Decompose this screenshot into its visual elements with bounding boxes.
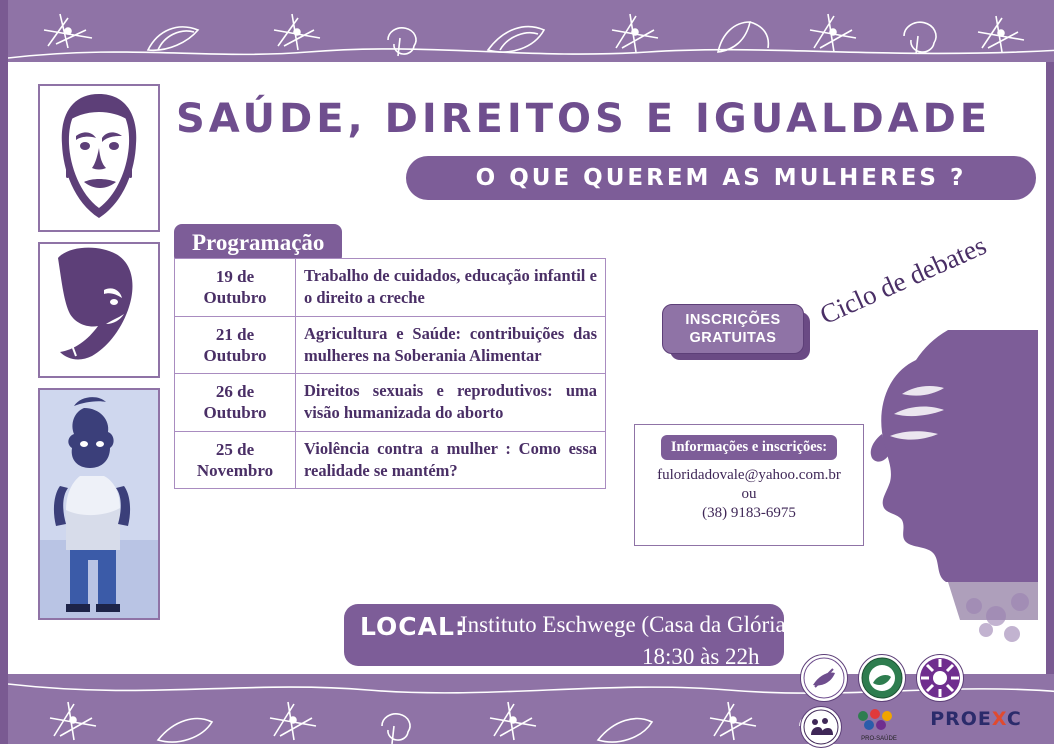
schedule-date-line2: Outubro [203, 403, 267, 423]
portrait-illustration-2 [38, 242, 160, 378]
schedule-date [175, 431, 296, 489]
pro-saude-logo [852, 708, 906, 742]
schedule-date-line1: 19 de [215, 267, 255, 287]
schedule-date [175, 374, 296, 432]
schedule-date-line2: Outubro [203, 345, 267, 365]
info-box [634, 424, 864, 546]
local-time: 18:30 às 22h [642, 644, 760, 669]
schedule-description: Agricultura e Saúde: contribuições das mulheres na Soberania Alimentar [296, 316, 606, 374]
schedule-date [175, 316, 296, 374]
table-row [175, 259, 606, 317]
pro-saude-caption: PRO-SAÚDE [861, 736, 897, 742]
program-label: Programação [174, 224, 342, 264]
proexc-x: X [991, 708, 1007, 730]
free-badge-line1: INSCRIÇÕES [685, 311, 781, 328]
page-title: SAÚDE, DIREITOS E IGUALDADE [176, 96, 992, 142]
portrait-illustration-1 [38, 84, 160, 232]
schedule-description: Violência contra a mulher : Como essa realidade se mantém? [296, 431, 606, 489]
table-row [175, 431, 606, 489]
schedule-date-line1: 25 de [215, 439, 255, 459]
table-row [175, 374, 606, 432]
portrait-illustration-3 [38, 388, 160, 620]
coletivo-logo [916, 654, 964, 702]
schedule-date [175, 259, 296, 317]
top-floral-band [8, 0, 1054, 62]
schedule-table [174, 258, 606, 489]
info-separator: ou [741, 486, 757, 502]
arena-logo [858, 654, 906, 702]
schedule-date-line2: Outubro [203, 288, 267, 308]
schedule-date-line1: 26 de [215, 382, 255, 402]
free-badge-line2: GRATUITAS [689, 330, 777, 346]
schedule-date-line1: 21 de [215, 324, 255, 344]
info-phone: (38) 9183-6975 [702, 505, 796, 521]
page-subtitle: O QUE QUEREM AS MULHERES ? [406, 156, 1036, 200]
proexc-logo: PROEXC [930, 708, 1022, 730]
photo-strip [38, 84, 160, 630]
table-row [175, 316, 606, 374]
local-label: LOCAL: [360, 612, 466, 641]
info-email: fuloridadovale@yahoo.com.br [657, 467, 841, 483]
local-venue: Instituto Eschwege (Casa da Glória) [460, 612, 794, 637]
status-badge [662, 304, 804, 354]
logo-row [800, 650, 1030, 742]
schedule-description: Direitos sexuais e reprodutivos: uma visão humanizada do aborto [296, 374, 606, 432]
ciclo-de-debates-label: Ciclo de debates [815, 230, 991, 331]
schedule-date-line2: Novembro [196, 460, 274, 480]
mulheres-em-acao-logo [800, 706, 842, 748]
info-box-title: Informações e inscrições: [661, 435, 837, 460]
schedule-description: Trabalho de cuidados, educação infantil e o direito a creche [296, 259, 606, 317]
flor-do-vale-logo [800, 654, 848, 702]
